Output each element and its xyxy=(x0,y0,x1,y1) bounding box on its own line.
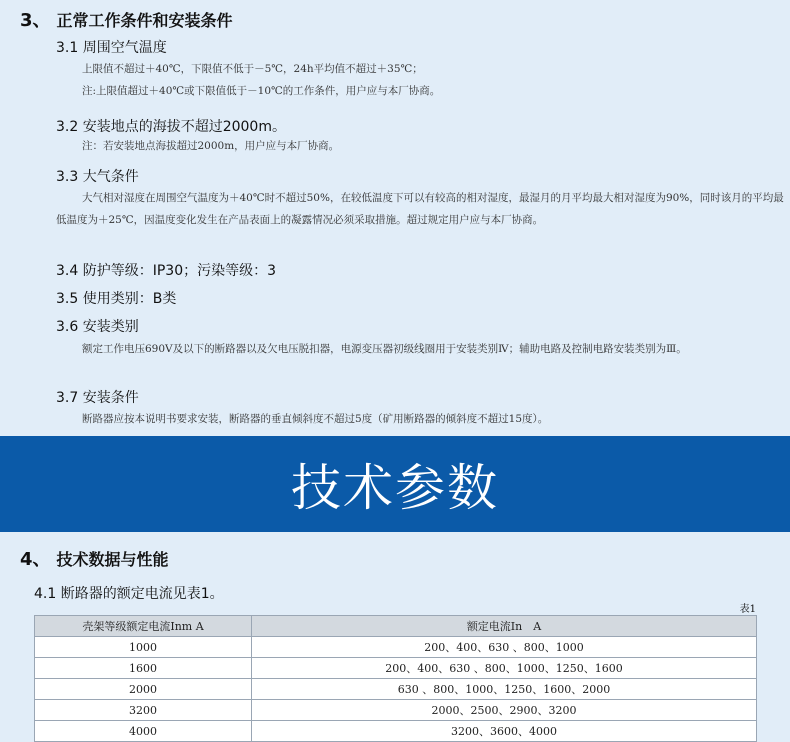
table-label: 表1 xyxy=(739,604,756,615)
section-number: 3、 xyxy=(20,10,51,31)
rated-cell: 200、400、630 、800、1000、1250、1600 xyxy=(252,658,757,679)
frame-cell: 3200 xyxy=(35,700,252,721)
subsection-3-7-heading: 3.7 安装条件 xyxy=(56,390,139,406)
frame-cell: 4000 xyxy=(35,721,252,742)
banner-title: 技术参数 xyxy=(291,459,499,517)
table-header-row xyxy=(35,616,757,637)
frame-cell: 2000 xyxy=(35,679,252,700)
subsection-3-1-heading: 3.1 周围空气温度 xyxy=(56,40,167,56)
table-row xyxy=(35,637,757,658)
section-title-text: 技术数据与性能 xyxy=(56,550,169,569)
table-row xyxy=(35,679,757,700)
subsection-4-1-heading: 4.1 断路器的额定电流见表1。 xyxy=(34,586,224,602)
column-header-rated: 额定电流In A xyxy=(252,616,757,637)
section-title-text: 正常工作条件和安装条件 xyxy=(56,11,233,30)
install-category-paragraph: 额定工作电压690V及以下的断路器以及欠电压脱扣器，电源变压器初级线圈用于安装类别Ⅳ；辅助电路及控制电路安装类别为Ⅲ。 xyxy=(82,343,687,355)
subsection-3-2-heading: 3.2 安装地点的海拔不超过2000m。 xyxy=(56,119,286,135)
atmosphere-paragraph: 大气相对湿度在周围空气温度为＋40℃时不超过50%，在较低温度下可以有较高的相对湿度，最湿月的月平均最大相对湿度为90%，同时该月的平均最低温度为＋25℃，因温度变化发生在产品表面上的凝露情况必须采取措施。超过规定用户应与本厂协商。 xyxy=(56,192,784,226)
subsection-3-6-heading: 3.6 安装类别 xyxy=(56,319,139,335)
frame-cell: 1600 xyxy=(35,658,252,679)
temp-line-1: 上限值不超过＋40℃，下限值不低于－5℃，24h平均值不超过＋35℃； xyxy=(82,63,423,75)
rated-cell: 3200、3600、4000 xyxy=(252,721,757,742)
section-3-title xyxy=(20,6,233,32)
rated-current-table xyxy=(34,615,757,742)
table-row xyxy=(35,721,757,742)
section-4-title xyxy=(20,545,169,571)
rated-cell: 200、400、630 、800、1000 xyxy=(252,637,757,658)
rated-cell: 630 、800、1000、1250、1600、2000 xyxy=(252,679,757,700)
column-header-frame: 壳架等级额定电流Inm A xyxy=(35,616,252,637)
subsection-3-4-heading: 3.4 防护等级：IP30；污染等级：3 xyxy=(56,263,277,279)
install-condition-line: 断路器应按本说明书要求安装，断路器的垂直倾斜度不超过5度（矿用断路器的倾斜度不超过15度）。 xyxy=(82,413,549,425)
temp-note: 注:上限值超过＋40℃或下限值低于－10℃的工作条件，用户应与本厂协商。 xyxy=(82,85,441,97)
altitude-note: 注：若安装地点海拔超过2000m，用户应与本厂协商。 xyxy=(82,140,340,152)
subsection-3-3-heading: 3.3 大气条件 xyxy=(56,169,139,185)
subsection-3-5-heading: 3.5 使用类别：B类 xyxy=(56,291,177,307)
table-row xyxy=(35,700,757,721)
section-number: 4、 xyxy=(20,549,51,570)
frame-cell: 1000 xyxy=(35,637,252,658)
rated-cell: 2000、2500、2900、3200 xyxy=(252,700,757,721)
table-row xyxy=(35,658,757,679)
